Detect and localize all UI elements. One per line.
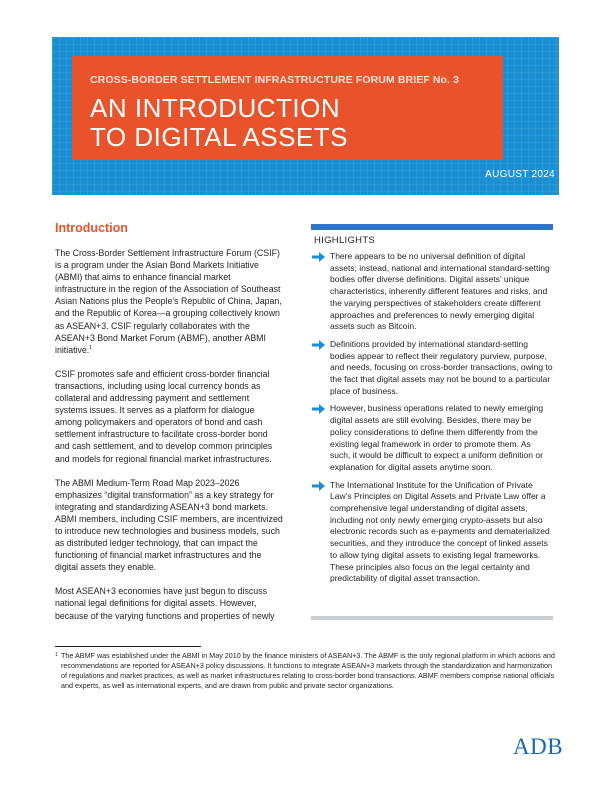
title-line-2: TO DIGITAL ASSETS xyxy=(90,122,348,152)
introduction-body xyxy=(55,247,283,634)
series-label: CROSS-BORDER SETTLEMENT INFRASTRUCTURE FORUM BRIEF No. 3 xyxy=(90,74,460,86)
document-title xyxy=(90,94,348,152)
arrow-right-icon xyxy=(312,481,325,491)
highlights-bottom-rule xyxy=(311,616,553,620)
highlight-item: There appears to be no universal definition of digital assets; instead, national and international standard-setting bodies offer diverse definitions. Digital assets’ unique characteristics, inherently different features and risks, and the varying perspectives of stakeholders create different approaches and preferences to newly emerging digital assets such as Bitcoin. xyxy=(311,251,553,333)
footnote-divider xyxy=(55,646,201,647)
arrow-right-icon xyxy=(312,340,325,350)
arrow-right-icon xyxy=(312,404,325,414)
highlights-box xyxy=(311,224,553,620)
intro-paragraph-1: The Cross-Border Settlement Infrastructure Forum (CSIF) is a program under the Asian Bond Markets Initiative (ABMI) that aims to enhance financial market infrastructure in the region of the Association of Southeast Asian Nations plus the People’s Republic of China, Japan, and the Republic of Korea—a grouping collectively known as ASEAN+3. CSIF regularly collaborates with the ASEAN+3 Bond Market Forum (ABMF), another ABMI initiative.$^1$ xyxy=(55,248,282,355)
title-block xyxy=(72,56,503,160)
arrow-right-icon xyxy=(312,252,325,262)
highlight-item: The International Institute for the Unification of Private Law’s Principles on Digital Assets and Private Law offer a comprehensive legal understanding of digital assets, including not only newly emerging crypto-assets but also electronic records such as e-payments and dematerialized securities, and they introduce the concept of linked assets to allow tying digital assets to existing legal frameworks. These principles also focus on the legal certainty and predictability of digital asset transaction. xyxy=(311,480,553,585)
title-line-1: AN INTRODUCTION xyxy=(90,93,341,123)
footnote xyxy=(55,651,555,691)
publication-date: AUGUST 2024 xyxy=(485,169,555,180)
highlights-title: HIGHLIGHTS xyxy=(314,235,376,246)
section-heading-introduction: Introduction xyxy=(55,221,128,235)
intro-paragraph-3: The ABMI Medium-Term Road Map 2023–2026 emphasizes “digital transformation” as a key strategy for integrating and standardizing ASEAN+3 bond markets. ABMI members, including CSIF members, are incentivized to introduce new technologies and business models, such as distributed ledger technology, that can impact the functioning of financial market infrastructures and the digital assets they enable. xyxy=(55,477,283,573)
footnote-ref[interactable]: 1 xyxy=(89,344,93,351)
footnote-mark: 1 xyxy=(55,652,58,658)
highlight-item: Definitions provided by international standard-setting bodies appear to reflect their regulatory purview, purpose, and needs, focusing on cross-border transactions, owing to the fact that digital assets may not be bound to a particular place of business. xyxy=(311,339,553,398)
footnote-text: The ABMF was established under the ABMI in May 2010 by the finance ministers of ASEAN+3. The ABMF is the only regional platform in which actions and recommendations are reported for ASEAN+3 policy discussions. It functions to integrate ASEAN+3 markets through the standardization and harmonization of regulations and market practices, as well as market infrastructures relating to cross-border bond transactions. ABMF members comprise national officials and experts, as well as international experts, and are drawn from public and private sector organizations. xyxy=(61,651,555,690)
highlight-item: However, business operations related to newly emerging digital assets are still evolving. Besides, there may be policy considerations to define them differently from the existing legal framework in order to promote them. As such, it would be difficult to expect a uniform definition or explanation for digital assets anytime soon. xyxy=(311,403,553,473)
highlights-top-bar xyxy=(311,224,553,230)
intro-paragraph-2: CSIF promotes safe and efficient cross-border financial transactions, including using local currency bonds as collateral and addressing payment and settlement systems issues. It serves as a platform for dialogue among policymakers and operators of bond and cash settlement infrastructure to facilitate cross-border bond and cash settlement, and to develop common principles and models for regional financial market infrastructures. xyxy=(55,368,273,464)
adb-logo[interactable]: ADB xyxy=(513,734,564,759)
intro-paragraph-4: Most ASEAN+3 economies have just begun to discuss national legal definitions for digital assets. However, because of the varying functions and properties of newly xyxy=(55,586,275,621)
highlights-list xyxy=(311,251,553,591)
